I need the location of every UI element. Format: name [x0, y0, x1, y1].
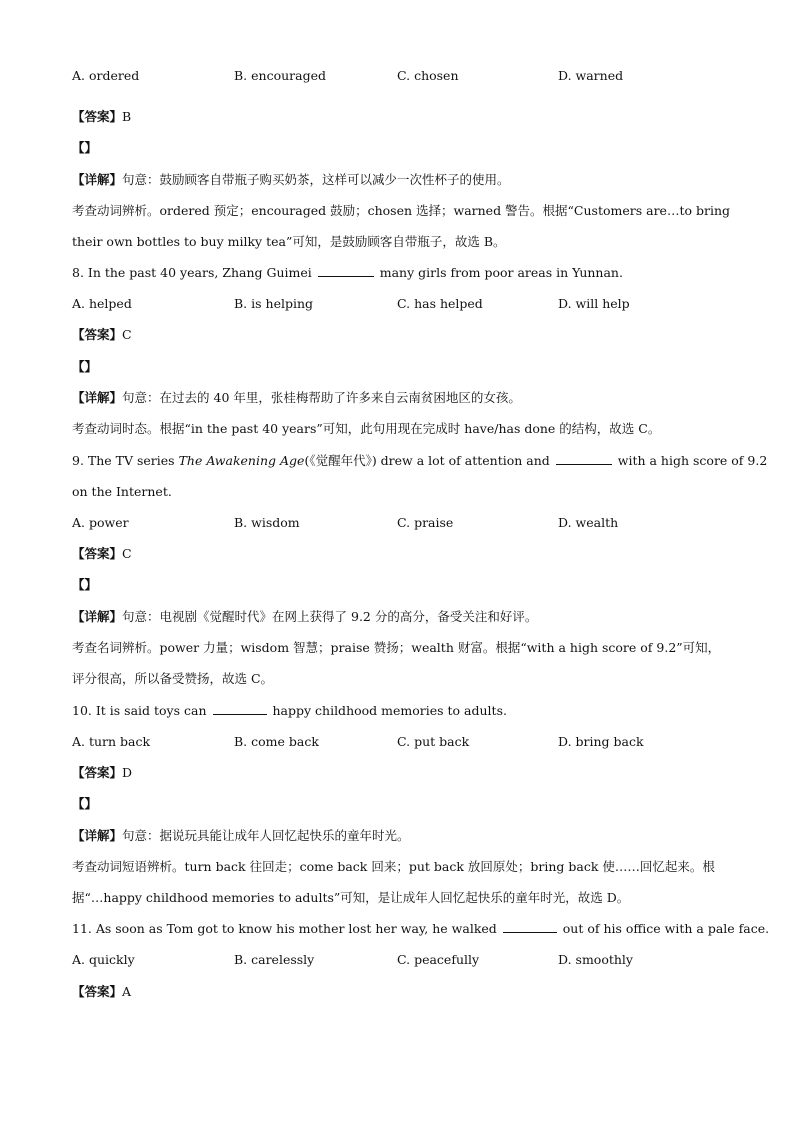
- q8-empty-bracket: 【】: [72, 359, 98, 374]
- answer-blank: [213, 702, 267, 715]
- series-title: The Awakening Age: [178, 453, 305, 468]
- answer-label: 【答案】: [72, 546, 123, 561]
- detail-text: 句意：电视剧《觉醒时代》在网上获得了 9.2 分的高分，备受关注和好评。: [122, 609, 538, 624]
- answer-value: A: [122, 984, 132, 999]
- answer-value: C: [122, 327, 132, 342]
- q10-option-a: A. turn back: [72, 734, 151, 749]
- q9-answer: [72, 545, 724, 563]
- answer-label: 【答案】: [72, 109, 123, 124]
- q10-detail: [72, 827, 724, 845]
- answer-blank: [318, 264, 374, 277]
- q7-option-c: C. chosen: [397, 68, 459, 83]
- q9-option-d: D. wealth: [558, 515, 619, 530]
- q10-option-c: C. put back: [397, 734, 470, 749]
- q10-option-b: B. come back: [234, 734, 319, 749]
- q8-option-b: B. is helping: [234, 296, 314, 311]
- q8-option-a: A. helped: [72, 296, 132, 311]
- answer-blank: [503, 920, 557, 933]
- q10-answer: [72, 764, 724, 782]
- answer-label: 【答案】: [72, 984, 123, 999]
- q11-stem: 11. As soon as Tom got to know his mother lost her way, he walked out of his office with a pale face.: [72, 921, 770, 936]
- q10-analysis-line-2: 据“…happy childhood memories to adults”可知，是让成年人回忆起快乐的童年时光，故选 D。: [72, 890, 630, 905]
- q9-stem: 9. The TV series The Awakening Age(《觉醒年代》) drew a lot of attention and with a high score of 9.2: [72, 453, 768, 468]
- q8-option-d: D. will help: [558, 296, 630, 311]
- q8-detail: [72, 389, 724, 407]
- q8-stem: 8. In the past 40 years, Zhang Guimei many girls from poor areas in Yunnan.: [72, 265, 623, 280]
- answer-value: C: [122, 546, 132, 561]
- q10-empty-bracket: 【】: [72, 796, 98, 811]
- q7-option-b: B. encouraged: [234, 68, 326, 83]
- answer-label: 【答案】: [72, 765, 123, 780]
- q10-analysis-line-1: 考查动词短语辨析。turn back 往回走；come back 回来；put back 放回原处；bring back 使……回忆起来。根: [72, 859, 715, 874]
- q7-analysis-line-2: their own bottles to buy milky tea”可知，是鼓励顾客自带瓶子，故选 B。: [72, 234, 506, 249]
- answer-value: D: [122, 765, 133, 780]
- q7-option-a: A. ordered: [72, 68, 140, 83]
- q7-detail: [72, 171, 724, 189]
- q11-option-c: C. peacefully: [397, 952, 480, 967]
- q11-option-a: A. quickly: [72, 952, 135, 967]
- q9-detail: [72, 608, 724, 626]
- answer-label: 【答案】: [72, 327, 123, 342]
- q7-answer: [72, 108, 724, 126]
- q10-option-d: D. bring back: [558, 734, 644, 749]
- q9-stem-line-2: on the Internet.: [72, 484, 172, 499]
- q8-option-c: C. has helped: [397, 296, 483, 311]
- q7-empty-bracket: 【】: [72, 140, 98, 155]
- q9-option-b: B. wisdom: [234, 515, 300, 530]
- q9-empty-bracket: 【】: [72, 577, 98, 592]
- q8-analysis-line-1: 考查动词时态。根据“in the past 40 years”可知，此句用现在完成时 have/has done 的结构，故选 C。: [72, 421, 661, 436]
- detail-label: 【详解】: [72, 828, 123, 843]
- q11-option-d: D. smoothly: [558, 952, 633, 967]
- q11-option-b: B. carelessly: [234, 952, 315, 967]
- q9-analysis-line-2: 评分很高，所以备受赞扬，故选 C。: [72, 671, 274, 686]
- q9-analysis-line-1: 考查名词辨析。power 力量；wisdom 智慧；praise 赞扬；wealth 财富。根据“with a high score of 9.2”可知，: [72, 640, 721, 655]
- q9-option-c: C. praise: [397, 515, 454, 530]
- detail-label: 【详解】: [72, 390, 123, 405]
- answer-blank: [556, 452, 612, 465]
- detail-label: 【详解】: [72, 609, 123, 624]
- q7-analysis-line-1: 考查动词辨析。ordered 预定；encouraged 鼓励；chosen 选择；warned 警告。根据“Customers are…to bring: [72, 203, 730, 218]
- detail-text: 句意：在过去的 40 年里，张桂梅帮助了许多来自云南贫困地区的女孩。: [122, 390, 521, 405]
- detail-text: 句意：据说玩具能让成年人回忆起快乐的童年时光。: [122, 828, 410, 843]
- detail-text: 句意：鼓励顾客自带瓶子购买奶茶，这样可以减少一次性杯子的使用。: [122, 172, 510, 187]
- q7-option-d: D. warned: [558, 68, 624, 83]
- q11-answer: [72, 983, 724, 1001]
- q10-stem: 10. It is said toys can happy childhood memories to adults.: [72, 703, 507, 718]
- q8-answer: [72, 326, 724, 344]
- detail-label: 【详解】: [72, 172, 123, 187]
- q9-option-a: A. power: [72, 515, 129, 530]
- answer-value: B: [122, 109, 132, 124]
